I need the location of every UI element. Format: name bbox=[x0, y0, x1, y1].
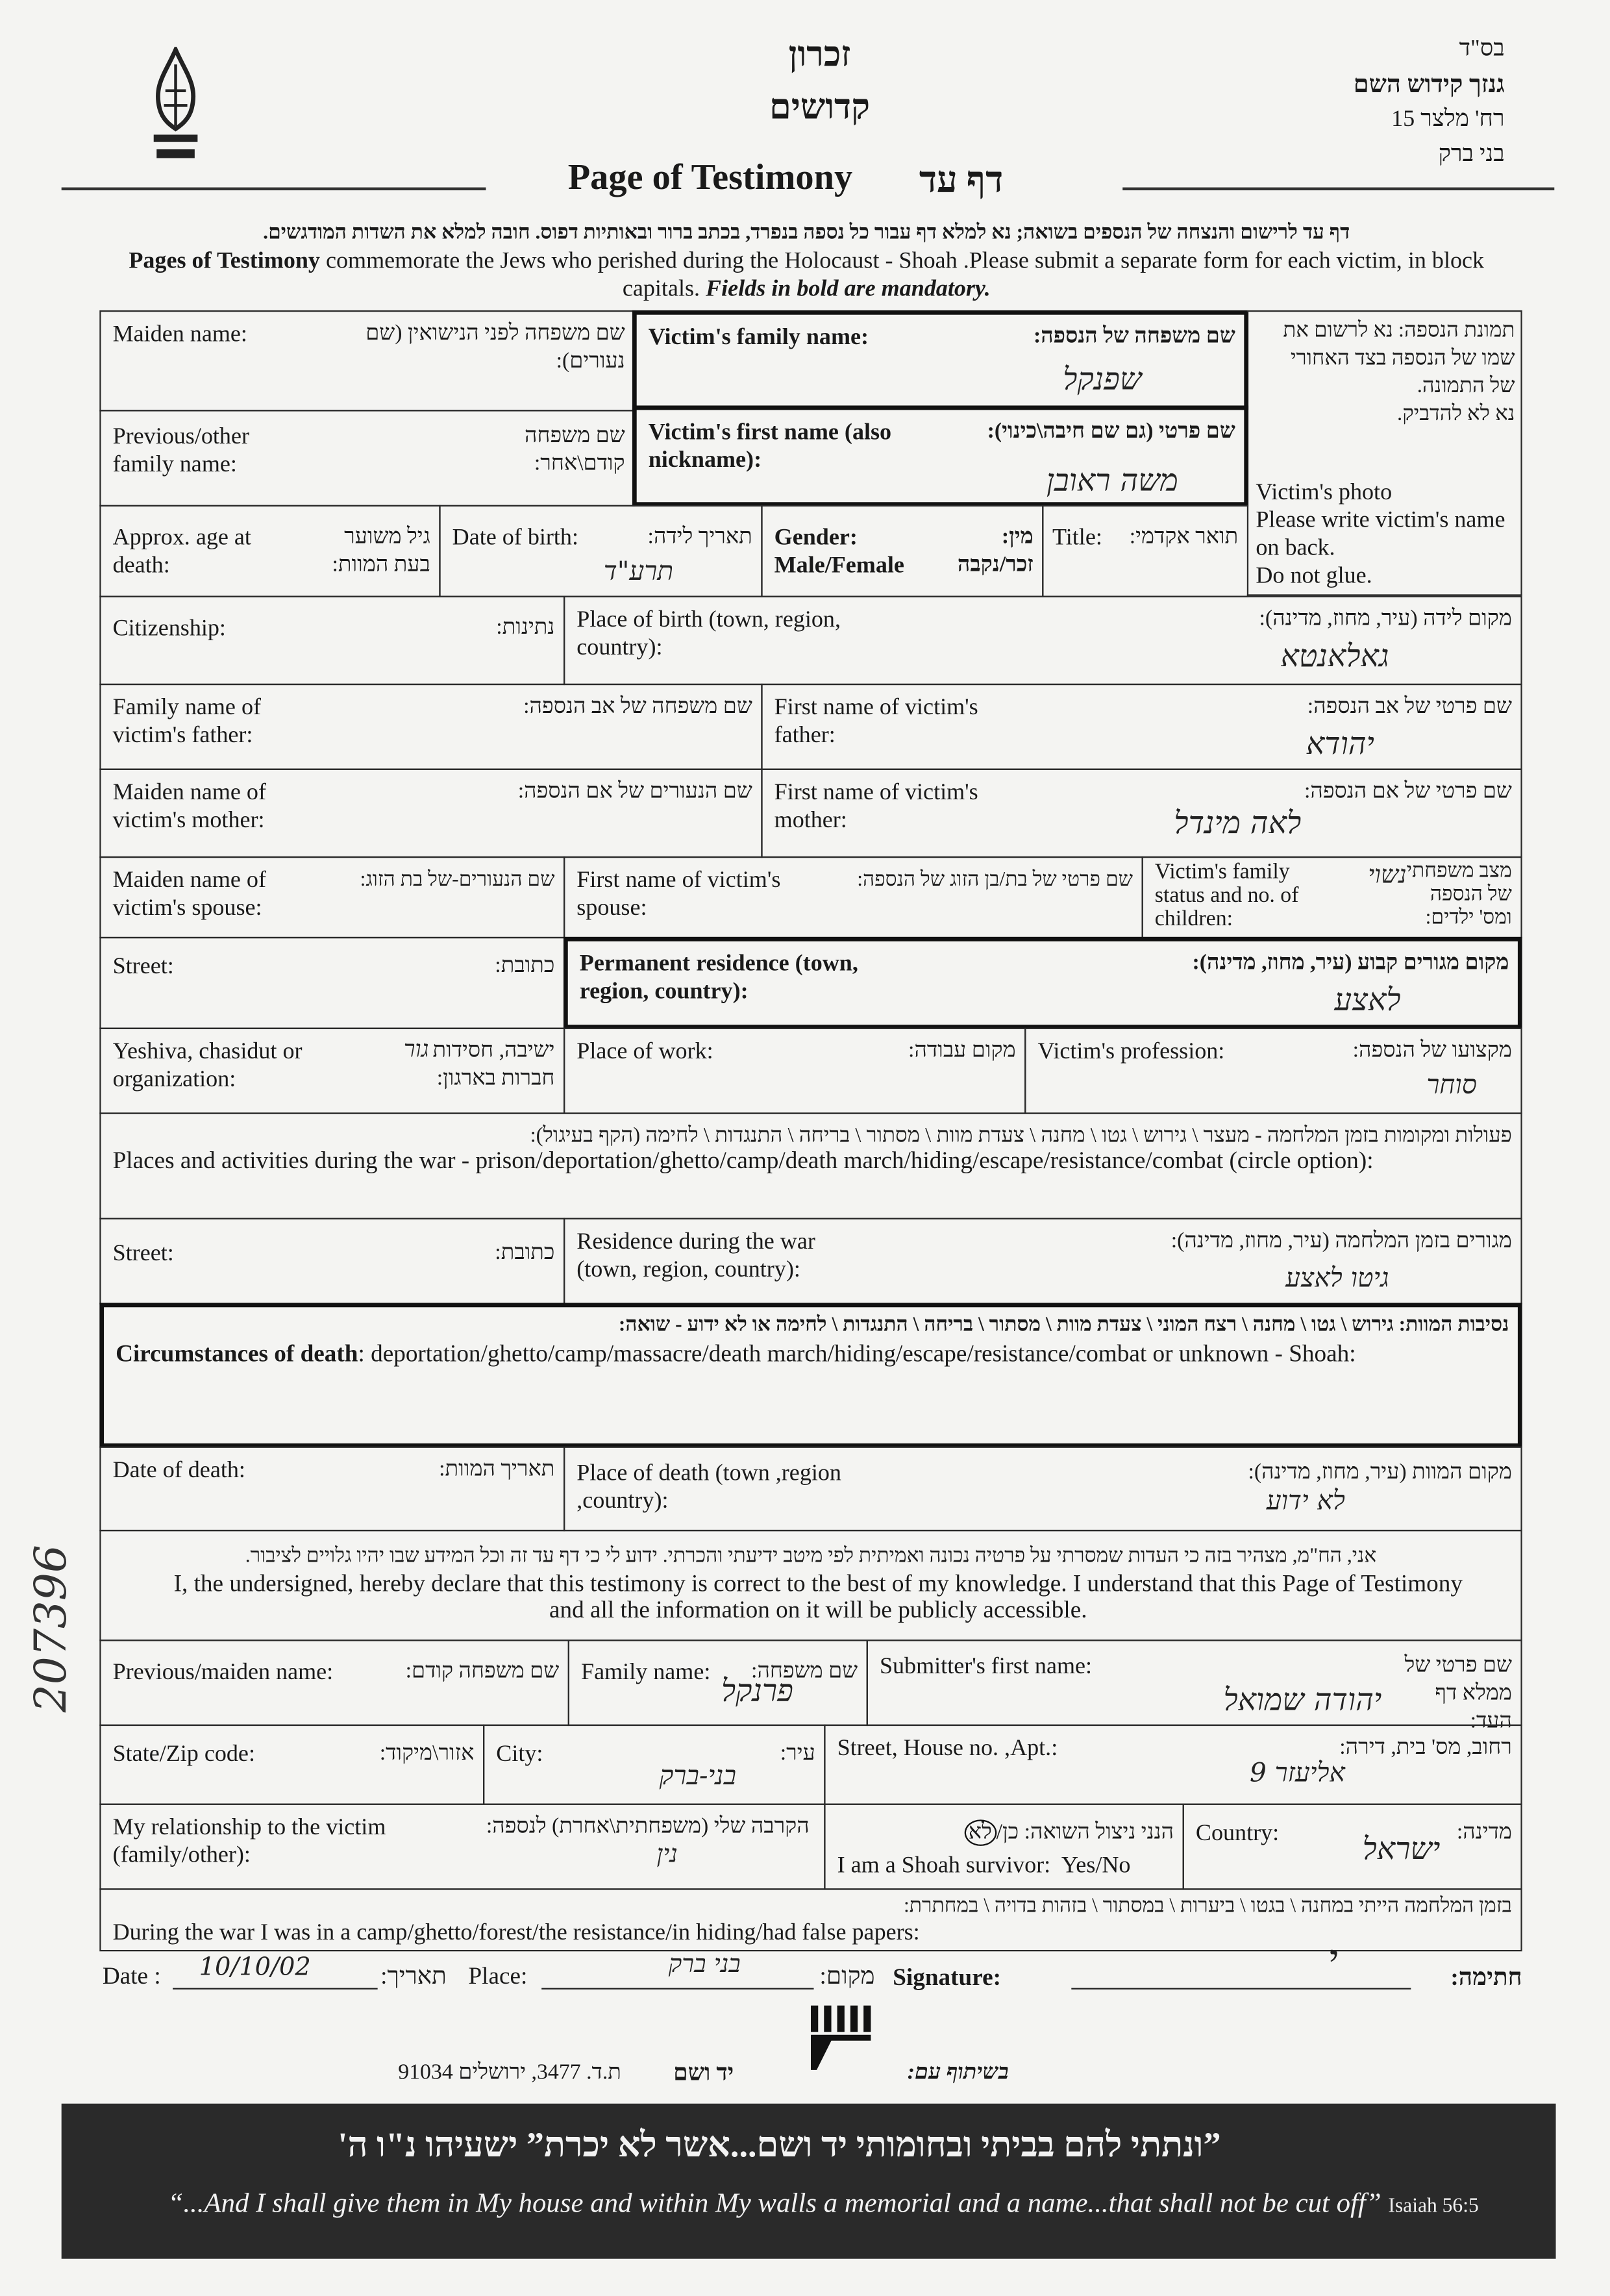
survivor-no-circled[interactable]: לא bbox=[964, 1819, 997, 1846]
handwritten-value: סוחר bbox=[1426, 1070, 1477, 1101]
label-he: נסיבות המוות: גירוש \ גטו \ מחנה \ רצח המוני \ צעדת מוות \ מסתור \ בריחה \ התנגדות \ לחימה או לא ידוע - שואה: bbox=[618, 1314, 1509, 1337]
label-en: Approx. age at death: bbox=[112, 525, 251, 579]
label-en: Yeshiva, chasidut or organization: bbox=[112, 1039, 303, 1092]
field-previous-family-name[interactable] bbox=[99, 410, 635, 506]
declaration-en: I, the undersigned, hereby declare that this testimony is correct to the best of my knowledge. I understand that this Page of Testimony and all the information on it will be publicly accessible. bbox=[173, 1569, 1463, 1624]
banner-en-quote: “...And I shall give them in My house and within My walls a memorial and a name...that shall not be cut off” bbox=[167, 2188, 1381, 2219]
label-he: כתובת: bbox=[495, 1241, 555, 1265]
label-he: שם משפחה לפני הנישואין (שם נעורים): bbox=[365, 321, 625, 373]
label-en: State/Zip code: bbox=[112, 1741, 255, 1767]
label-en: Street: bbox=[112, 954, 174, 980]
field-mother-maiden-name[interactable] bbox=[99, 769, 762, 858]
organization-address bbox=[1354, 32, 1505, 173]
label-en: Maiden name of victim's spouse: bbox=[112, 867, 267, 921]
label-en: Country: bbox=[1195, 1821, 1280, 1846]
field-permanent-residence[interactable] bbox=[564, 937, 1522, 1029]
label-he: גיל משוער בעת המוות: bbox=[332, 525, 430, 577]
label-he: מקום לידה (עיר, מחוז, מדינה): bbox=[1259, 607, 1512, 631]
field-place-of-death[interactable] bbox=[564, 1446, 1522, 1531]
instructions-en-bold: Pages of Testimony bbox=[129, 249, 320, 274]
label-he: שם משפחה: bbox=[751, 1660, 858, 1684]
label-en: Victim's family name: bbox=[648, 325, 869, 350]
field-maiden-name[interactable] bbox=[99, 310, 635, 412]
handwritten-value: גור bbox=[403, 1034, 429, 1063]
quote-banner bbox=[62, 2104, 1556, 2259]
survivor-label-he: הנני ניצול השואה: כן/ bbox=[996, 1821, 1174, 1845]
instructions-en-text: commemorate the Jews who perished during the Holocaust - Shoah .Please submit a separate form for each victim, in block capitals. bbox=[319, 249, 1485, 302]
field-victim-family-name[interactable] bbox=[632, 310, 1248, 410]
field-approx-age[interactable] bbox=[99, 505, 440, 597]
label-en: Place of birth (town, region, country): bbox=[576, 607, 841, 660]
label-en: During the war I was in a camp/ghetto/forest/the resistance/in hiding/had false papers: bbox=[112, 1920, 920, 1946]
date-input[interactable] bbox=[173, 1953, 378, 1990]
handwritten-value: בני-ברק bbox=[659, 1761, 737, 1792]
label-en bbox=[774, 524, 904, 580]
date-label-he: תאריך: bbox=[380, 1962, 447, 1990]
label-he: עיר: bbox=[780, 1741, 815, 1766]
gender-label: Gender: bbox=[774, 525, 858, 551]
field-country[interactable] bbox=[1183, 1804, 1522, 1890]
label-en: Date of birth: bbox=[452, 525, 578, 551]
header-line: רח' מלצר 15 bbox=[1391, 106, 1505, 132]
label-he: מצב משפחתי של הנספה ומס' ילדים: bbox=[1406, 860, 1512, 930]
field-mother-first-name[interactable] bbox=[761, 769, 1522, 858]
signature-label-he: חתימה: bbox=[1450, 1963, 1522, 1991]
field-street-address[interactable] bbox=[824, 1725, 1522, 1805]
label-he: ישיבה, חסידות חברות בארגון: bbox=[432, 1039, 555, 1091]
handwritten-value: ישראל bbox=[1362, 1831, 1441, 1867]
label-en: Street: bbox=[112, 1241, 174, 1267]
photo-instructions-he bbox=[1266, 318, 1515, 429]
field-yeshiva[interactable] bbox=[99, 1028, 565, 1114]
label-he: שם פרטי של אב הנספה: bbox=[1307, 695, 1512, 719]
photo-en-line: Do not glue. bbox=[1256, 563, 1372, 589]
signature-label: Signature: bbox=[893, 1963, 1001, 1991]
label-en: Date of death: bbox=[112, 1458, 245, 1483]
field-profession[interactable] bbox=[1024, 1028, 1522, 1114]
center-heading bbox=[732, 29, 908, 134]
label-en: First name of victim's spouse: bbox=[576, 867, 781, 921]
label-en: Previous/maiden name: bbox=[112, 1660, 334, 1685]
instructions-en bbox=[103, 247, 1511, 303]
title-rule-right bbox=[1122, 188, 1554, 191]
field-place-of-work[interactable] bbox=[564, 1028, 1026, 1114]
photo-he-line: תמונת הנספה: נא לרשום את שמו של הנספה בצד האחורי של התמונה. bbox=[1283, 319, 1515, 399]
field-submitter-previous-name[interactable] bbox=[99, 1640, 569, 1726]
label-he: מגורים בזמן המלחמה (עיר, מחוז, מדינה): bbox=[1170, 1229, 1512, 1253]
header-line: בני ברק bbox=[1438, 142, 1505, 168]
photo-instructions-en bbox=[1256, 479, 1513, 590]
yad-vashem-logo bbox=[802, 2003, 875, 2076]
header-line: בס"ד bbox=[1459, 36, 1505, 62]
field-date-of-death[interactable] bbox=[99, 1446, 565, 1531]
field-during-war[interactable] bbox=[99, 1888, 1522, 1951]
photo-he-line: נא לא להדביק. bbox=[1397, 402, 1515, 427]
label-en: City: bbox=[496, 1741, 543, 1767]
field-family-status[interactable] bbox=[1142, 856, 1522, 938]
handwritten-value: גאלאנטא bbox=[1280, 638, 1389, 674]
label-he: מדינה: bbox=[1456, 1821, 1512, 1845]
title-rule-left bbox=[62, 188, 486, 191]
label-en: Family name: bbox=[581, 1660, 711, 1685]
label-he: תואר אקדמי: bbox=[1129, 525, 1239, 549]
field-citizenship[interactable] bbox=[99, 596, 565, 686]
label-en: First name of victim's father: bbox=[774, 695, 978, 749]
handwritten-value: יהודה שמואל bbox=[1223, 1682, 1382, 1717]
flame-logo-icon bbox=[139, 47, 212, 167]
label-en: Previous/other family name: bbox=[112, 424, 250, 477]
gender-options-he: זכר/נקבה bbox=[957, 553, 1034, 577]
menorah-logo-icon bbox=[802, 2003, 875, 2076]
label-he: בזמן המלחמה הייתי במחנה \ בגטו \ ביערות \ במסתור \ בזהות בדויה \ במחתרת: bbox=[903, 1895, 1512, 1918]
signoff-row bbox=[102, 1938, 1522, 2003]
partner-label: בשיתוף עם: bbox=[907, 2061, 1009, 2085]
label-he: פעולות ומקומות בזמן המלחמה - מעצר \ גירוש \ גטו \ מחנה \ צעדת מוות \ מסתור \ בריחה \ התנגדות \ לחימה (הקף בעיגול): bbox=[530, 1124, 1512, 1148]
handwritten-value: לא ידוע bbox=[1266, 1486, 1345, 1517]
label-en: Maiden name: bbox=[112, 321, 247, 347]
label-he: שם הנעורים-של בת הזוג: bbox=[360, 869, 555, 892]
label-en: Citizenship: bbox=[112, 616, 226, 642]
title-en: Page of Testimony bbox=[567, 158, 853, 198]
field-spouse-maiden-name[interactable] bbox=[99, 856, 565, 938]
label-he: מקצועו של הנספה: bbox=[1352, 1039, 1512, 1063]
field-city[interactable] bbox=[483, 1725, 826, 1805]
field-zip-code[interactable] bbox=[99, 1725, 484, 1805]
signature-input[interactable] bbox=[1071, 1938, 1411, 1990]
partner-address: ת.ד. 3477, ירושלים 91034 bbox=[398, 2061, 621, 2085]
handwritten-value: פרנקל bbox=[721, 1673, 793, 1709]
instructions-he: דף עד לרישום והנצחה של הנספים בשואה; נא למלא דף עבור כל נספה בנפרד, בכתב ברור ובאותיות דפוס. חובה למלא את השדות המודגשים. bbox=[263, 222, 1350, 245]
label-he: תאריך לידה: bbox=[647, 525, 752, 549]
field-father-first-name[interactable] bbox=[761, 684, 1522, 770]
declaration bbox=[99, 1530, 1522, 1641]
gender-label-he: מין: bbox=[1001, 525, 1034, 549]
field-place-of-birth[interactable] bbox=[564, 596, 1522, 686]
date-label: Date : bbox=[102, 1962, 161, 1990]
label-en: Victim's family status and no. of children: bbox=[1154, 860, 1299, 931]
field-victim-first-name[interactable] bbox=[632, 405, 1248, 506]
field-submitter-family-name[interactable] bbox=[568, 1640, 868, 1726]
label-he: כתובת: bbox=[495, 954, 555, 979]
heading-kedoshim: קדושים bbox=[769, 89, 871, 128]
label-he: שם משפחה של הנספה: bbox=[1033, 325, 1235, 349]
label-en: Residence during the war (town, region, country): bbox=[576, 1229, 815, 1282]
declaration-he: אני, הח"מ, מצהיר בזה כי העדות שמסרתי על פרטיה נכונה ואמיתית לפי מיטב ידיעתי והכרתי. ידוע לי כי דף עד זה וכל המידע שבו יהיו גלויים לציבור. bbox=[245, 1545, 1377, 1568]
label-en: Place of work: bbox=[576, 1039, 713, 1065]
label-he: שם משפחה קודם: bbox=[405, 1660, 560, 1684]
handwritten-value: אליעזר 9 bbox=[1249, 1758, 1345, 1789]
label-he: מקום מגורים קבוע (עיר, מחוז, מדינה): bbox=[1192, 951, 1509, 975]
label-he: אזור\מיקוד: bbox=[379, 1741, 475, 1766]
label-he bbox=[958, 524, 1034, 580]
label-he: שם פרטי של ממלא דף העד: bbox=[1404, 1654, 1512, 1734]
instructions-mandatory: Fields in bold are mandatory. bbox=[706, 277, 991, 302]
label-en: Place of death (town ,region ,country): bbox=[576, 1460, 841, 1514]
title-he: דף עד bbox=[919, 160, 1004, 201]
label-he: שם פרטי (גם שם חיבה\כינוי): bbox=[987, 420, 1235, 444]
label-en: Permanent residence (town, region, country): bbox=[579, 951, 858, 1004]
field-shoah-survivor[interactable] bbox=[824, 1804, 1184, 1890]
handwritten-value: משה ראובן bbox=[1046, 462, 1178, 498]
field-relationship[interactable] bbox=[99, 1804, 825, 1890]
label-he bbox=[964, 1819, 1174, 1847]
label-he: מקום המוות (עיר, מחוז, מדינה): bbox=[1248, 1460, 1512, 1485]
label-en: Victim's first name (also nickname): bbox=[648, 420, 892, 473]
archive-number-stamp: 207396 bbox=[26, 1545, 77, 1713]
label-en: Maiden name of victim's mother: bbox=[112, 780, 267, 833]
handwritten-value: יהודא bbox=[1306, 726, 1374, 762]
handwritten-value: נין bbox=[656, 1840, 678, 1869]
field-circumstances-of-death[interactable] bbox=[99, 1303, 1522, 1448]
label-en bbox=[116, 1340, 1356, 1367]
handwritten-value: גיטו לאצע bbox=[1285, 1263, 1389, 1294]
field-gender[interactable] bbox=[761, 505, 1043, 597]
label-en: First name of victim's mother: bbox=[774, 780, 978, 833]
field-title[interactable] bbox=[1042, 505, 1248, 597]
banner-reference: Isaiah 56:5 bbox=[1388, 2195, 1479, 2218]
label-he: שם פרטי של אם הנספה: bbox=[1304, 780, 1512, 804]
label-he: שם פרטי של בת/בן הזוג של הנספה: bbox=[857, 869, 1133, 892]
handwritten-value: תרע"ד bbox=[603, 556, 674, 588]
field-wartime-activities[interactable] bbox=[99, 1112, 1522, 1219]
photo-en-line: Victim's photo bbox=[1256, 480, 1393, 505]
place-input[interactable] bbox=[541, 1949, 813, 1990]
label-he: שם משפחה של אב הנספה: bbox=[523, 695, 752, 719]
partner-name: יד ושם bbox=[673, 2061, 734, 2086]
label-he: הקרבה שלי (משפחתית\אחרת) לנספה: bbox=[486, 1815, 810, 1839]
logo bbox=[139, 47, 212, 167]
field-date-of-birth[interactable] bbox=[439, 505, 762, 597]
place-label-he: מקום: bbox=[819, 1962, 875, 1990]
label-he: שם הנעורים של אם הנספה: bbox=[517, 780, 752, 804]
label-en: Street, House no. ,Apt.: bbox=[837, 1736, 1058, 1762]
field-father-family-name[interactable] bbox=[99, 684, 762, 770]
label-en: Submitter's first name: bbox=[879, 1654, 1093, 1679]
handwritten-value: לאצע bbox=[1334, 982, 1401, 1017]
handwritten-value: נשוי bbox=[1368, 860, 1407, 890]
handwritten-signature: י bbox=[1328, 1938, 1338, 1982]
banner-en bbox=[120, 2188, 1527, 2221]
label-en: My relationship to the victim (family/other): bbox=[112, 1815, 386, 1868]
circumstances-text: : deportation/ghetto/camp/massacre/death march/hiding/escape/resistance/combat or unknown - Shoah: bbox=[358, 1339, 1356, 1367]
label-en: Places and activities during the war - prison/deportation/ghetto/camp/death march/hiding/escape/resistance/combat (circle option): bbox=[112, 1146, 1374, 1175]
handwritten-place: בני ברק bbox=[668, 1949, 741, 1980]
gender-options: Male/Female bbox=[774, 553, 904, 579]
field-spouse-first-name[interactable] bbox=[564, 856, 1143, 938]
photo-area[interactable] bbox=[1247, 310, 1522, 596]
circumstances-bold: Circumstances of death bbox=[116, 1339, 358, 1367]
handwritten-value: לאה מינדל bbox=[1174, 805, 1302, 841]
header-line: גנזך קידוש השם bbox=[1353, 70, 1505, 99]
label-en: Victim's profession: bbox=[1037, 1039, 1225, 1065]
label-en: Title: bbox=[1052, 525, 1102, 551]
field-residence-during-war[interactable] bbox=[564, 1218, 1522, 1304]
field-war-street[interactable] bbox=[99, 1218, 565, 1304]
label-en: I am a Shoah survivor: Yes/No bbox=[837, 1853, 1131, 1878]
handwritten-date: 10/10/02 bbox=[199, 1953, 311, 1982]
label-he: מקום עבודה: bbox=[908, 1039, 1016, 1063]
heading-zikaron: זכרון bbox=[788, 36, 851, 75]
label-he: רחוב, מס' בית, דירה: bbox=[1339, 1736, 1512, 1760]
field-submitter-first-name[interactable] bbox=[867, 1640, 1522, 1734]
banner-he: ”ונתתי להם בביתי ובחומותי יד ושם...אשר לא יכרת” ישעיהו נ"ו ה' bbox=[338, 2127, 1221, 2165]
photo-en-line: Please write victim's name on back. bbox=[1256, 508, 1505, 561]
label-en: Family name of victim's father: bbox=[112, 695, 262, 749]
label-he: שם משפחה קודם\אחר: bbox=[524, 424, 625, 476]
field-street[interactable] bbox=[99, 937, 565, 1029]
place-label: Place: bbox=[468, 1962, 528, 1990]
label-he: תאריך המוות: bbox=[439, 1458, 555, 1482]
handwritten-value: שפנקל bbox=[1063, 361, 1142, 397]
label-he: נתינות: bbox=[496, 616, 555, 640]
instructions bbox=[103, 219, 1511, 303]
